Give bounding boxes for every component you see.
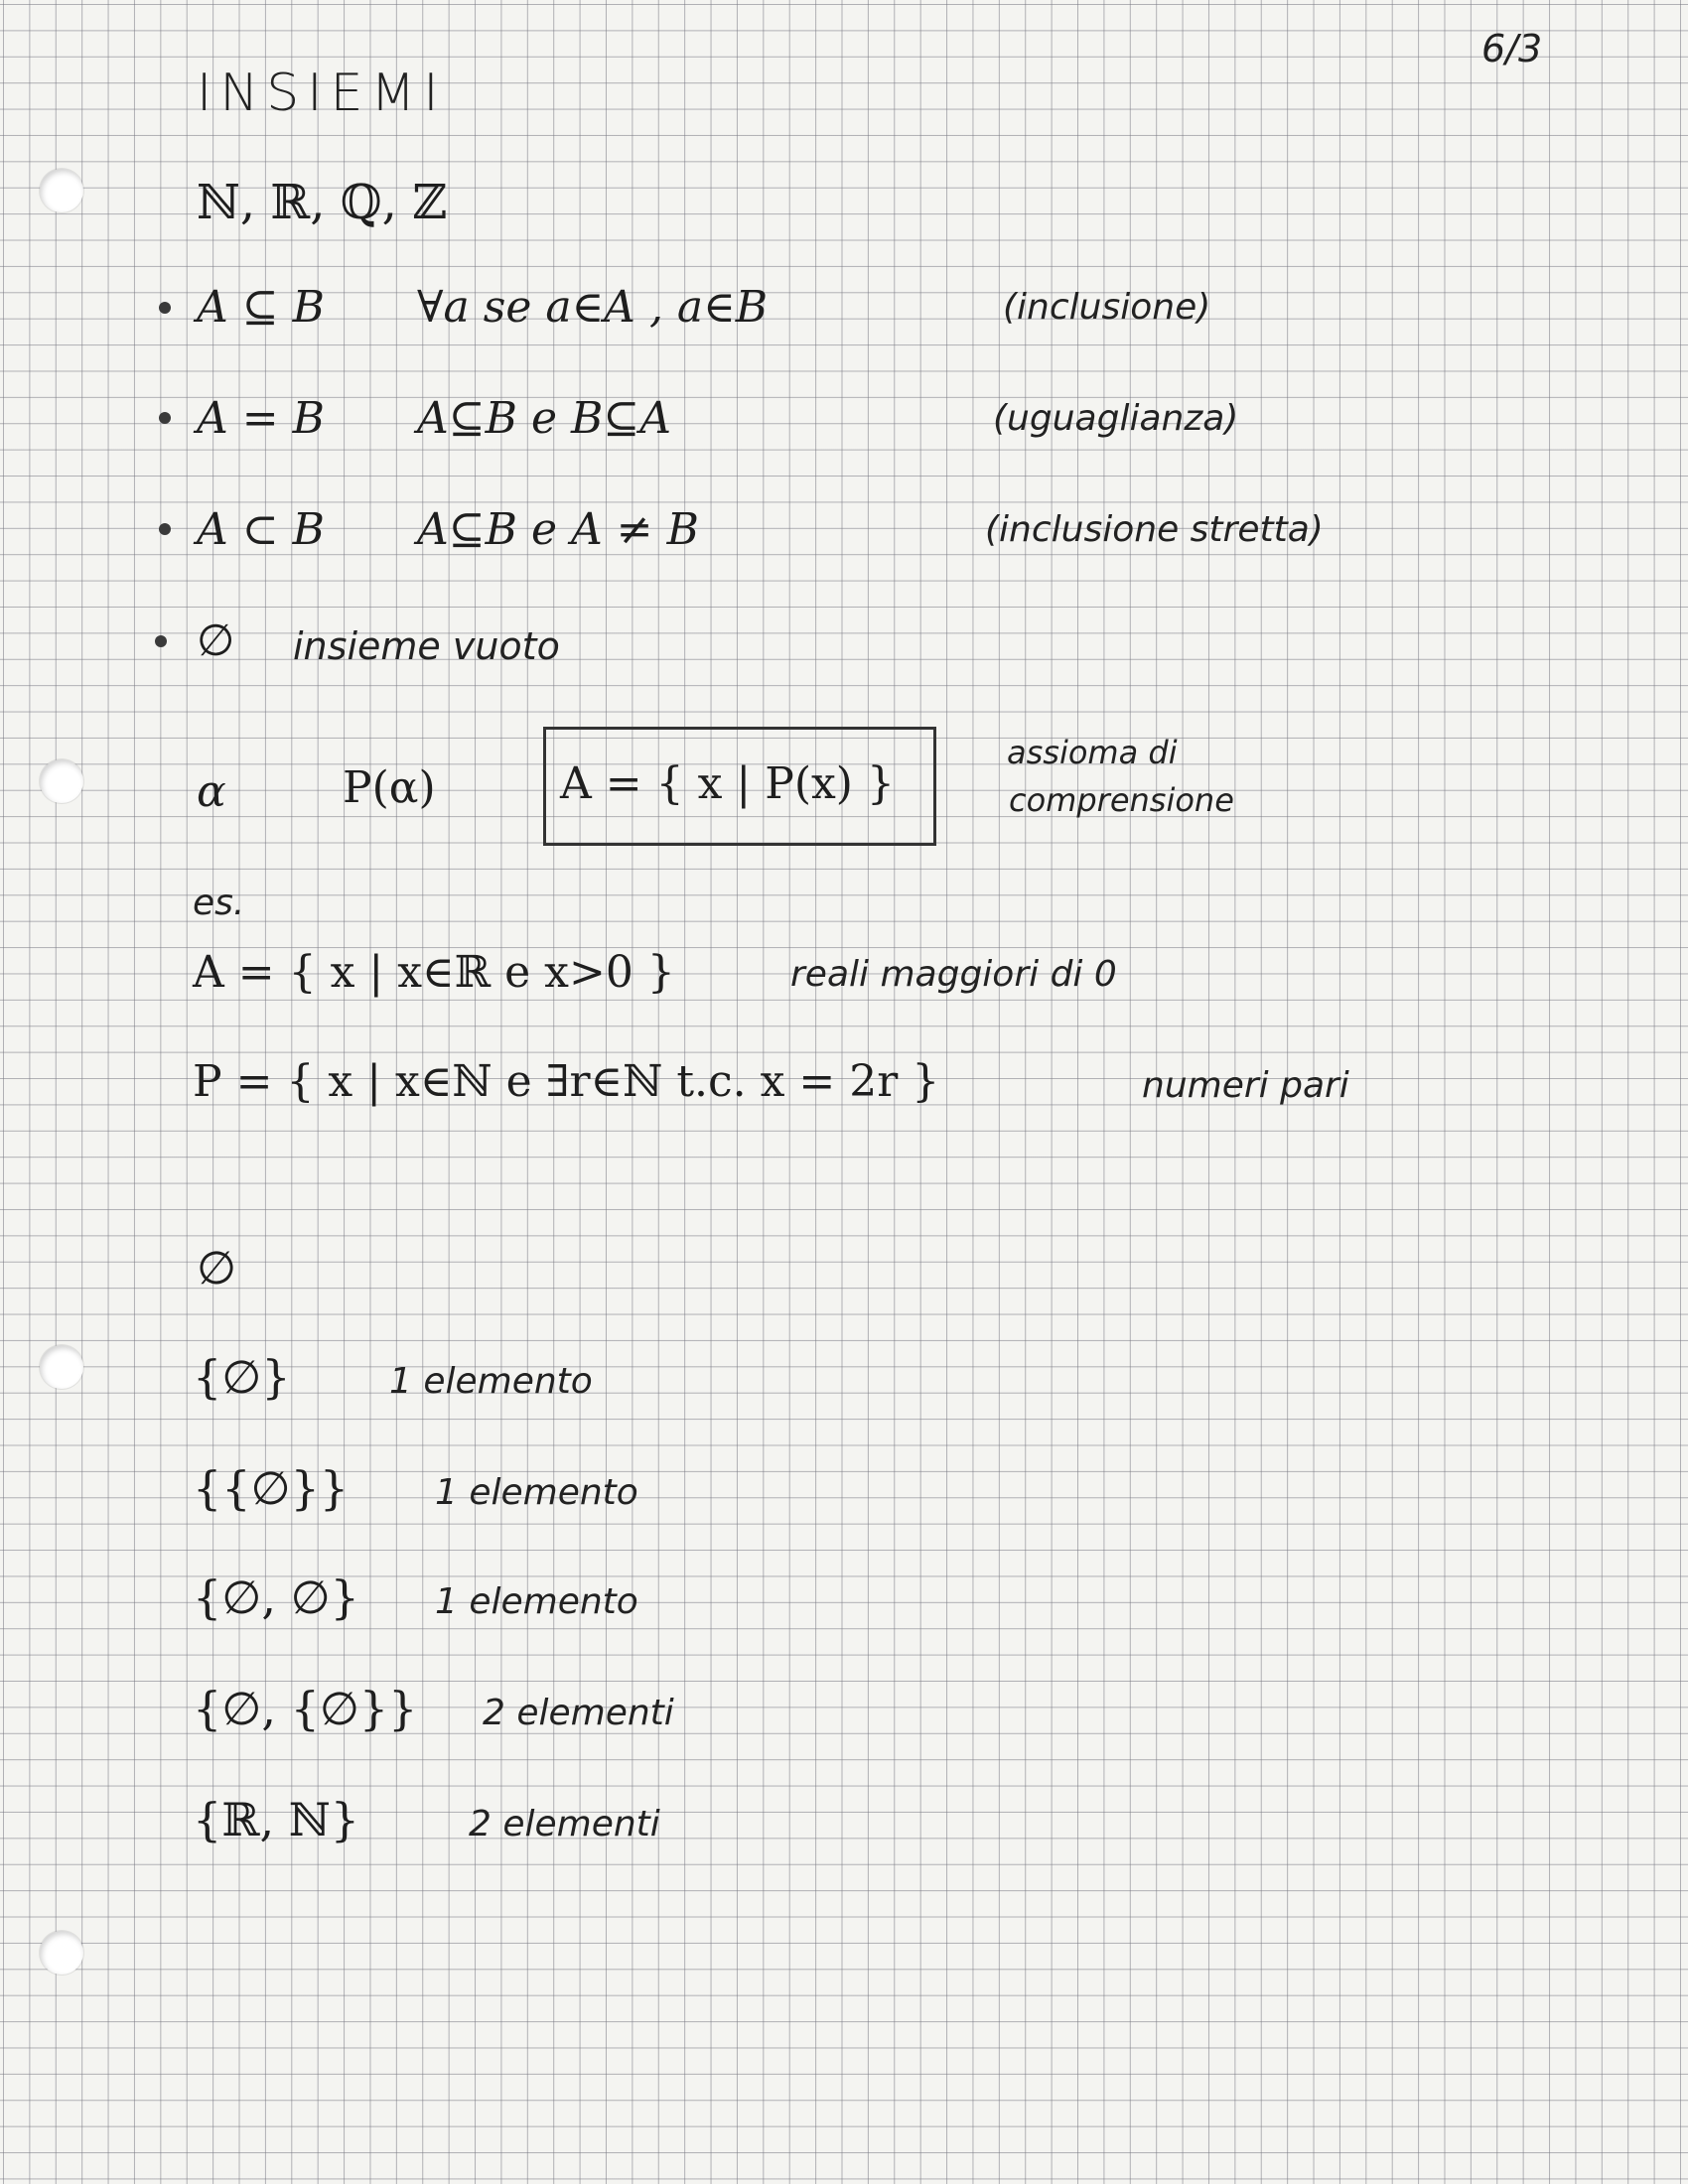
page-number: 6/3 (1481, 27, 1543, 70)
def-inclusion-left: A ⊆ B (197, 282, 325, 333)
bullet-strict-inclusion (159, 523, 171, 535)
binder-hole-1 (40, 169, 83, 212)
def-strict-left: A ⊂ B (197, 504, 325, 555)
set-example-4-count: 2 elementi (483, 1693, 674, 1733)
binder-hole-4 (40, 1931, 83, 1975)
example-reals-formula: A = { x | x∈ℝ e x>0 } (193, 947, 675, 998)
def-equality-note: (uguaglianza) (993, 398, 1239, 439)
axiom-predicate: P(α) (343, 762, 436, 813)
bullet-equality (159, 412, 171, 424)
def-inclusion-middle: ∀a se a∈A , a∈B (417, 282, 769, 333)
number-sets: ℕ, ℝ, ℚ, ℤ (197, 175, 448, 230)
example-even-note: numeri pari (1142, 1065, 1349, 1106)
set-example-2: {{∅}} (193, 1461, 350, 1515)
def-strict-middle: A⊆B e A ≠ B (417, 504, 699, 555)
bullet-empty-set (155, 635, 167, 647)
set-example-3-count: 1 elemento (435, 1581, 638, 1622)
set-example-4: {∅, {∅}} (193, 1682, 418, 1735)
def-inclusion-note: (inclusione) (1003, 287, 1211, 328)
def-empty-left: ∅ (197, 615, 235, 666)
def-equality-middle: A⊆B e B⊆A (417, 393, 671, 444)
set-example-5: {ℝ, ℕ} (193, 1793, 360, 1846)
def-equality-left: A = B (197, 393, 325, 444)
set-example-5-count: 2 elementi (469, 1804, 660, 1844)
set-example-1-count: 1 elemento (389, 1361, 593, 1402)
empty-set-symbol: ∅ (197, 1241, 237, 1295)
example-even-formula: P = { x | x∈ℕ e ∃r∈ℕ t.c. x = 2r } (193, 1056, 940, 1107)
page-title: INSIEMI (197, 64, 447, 123)
set-example-3: {∅, ∅} (193, 1570, 359, 1624)
set-example-1: {∅} (193, 1350, 291, 1404)
example-label: es. (193, 883, 245, 923)
def-empty-middle: insieme vuoto (293, 624, 560, 668)
axiom-note-line1: assioma di (1007, 734, 1178, 771)
axiom-formula: A = { x | P(x) } (560, 758, 895, 809)
axiom-note-line2: comprensione (1009, 781, 1234, 819)
binder-hole-3 (40, 1345, 83, 1389)
axiom-variable: α (197, 766, 226, 817)
def-strict-note: (inclusione stretta) (985, 509, 1324, 550)
example-reals-note: reali maggiori di 0 (790, 954, 1117, 995)
binder-hole-2 (40, 759, 83, 803)
set-example-2-count: 1 elemento (435, 1472, 638, 1513)
bullet-inclusion (159, 302, 171, 314)
